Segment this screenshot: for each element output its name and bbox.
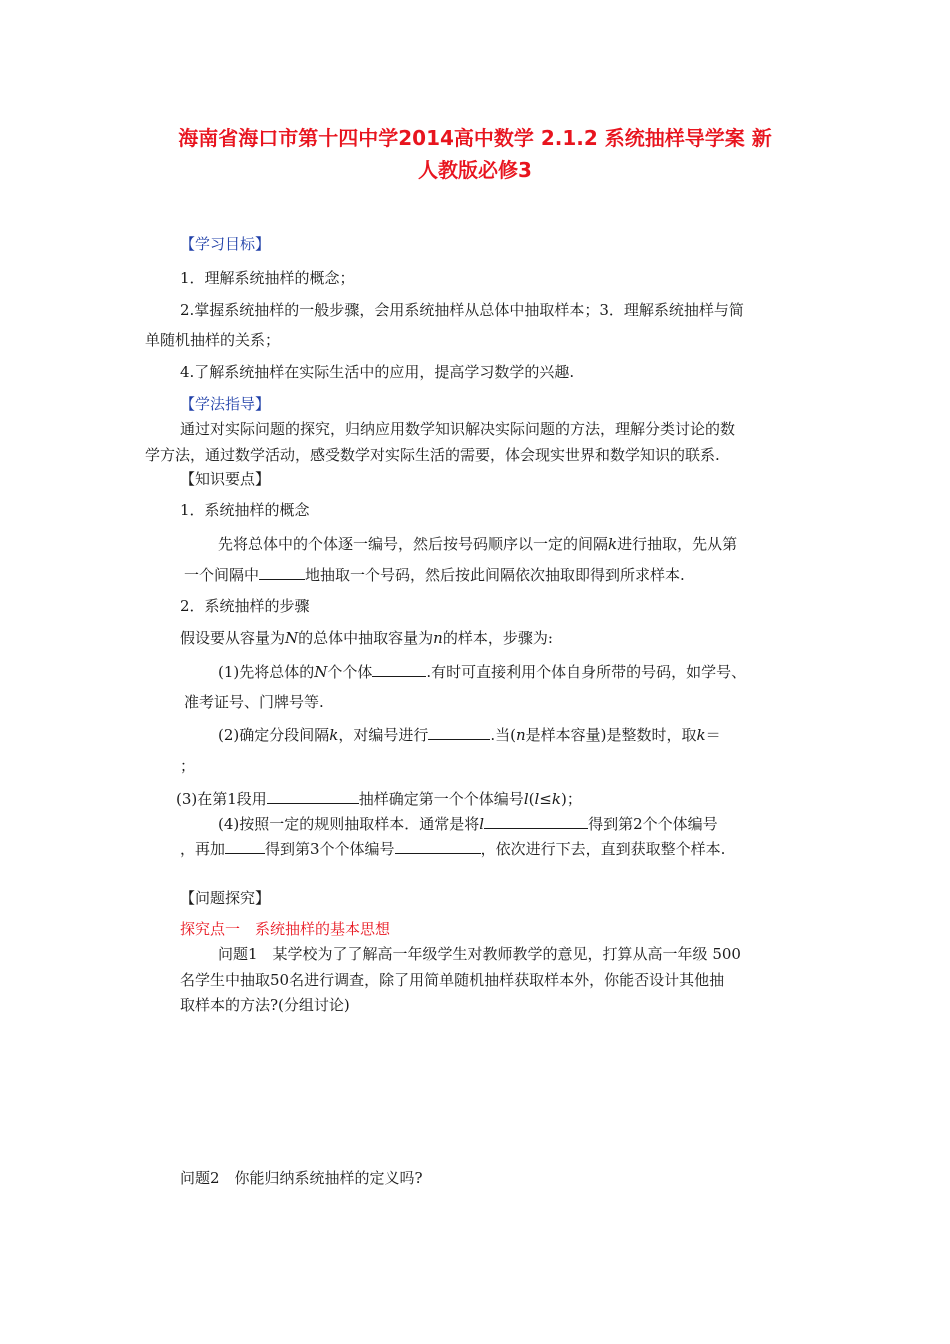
explore-point-1: 探究点一 系统抽样的基本思想 <box>180 920 391 938</box>
concept-line-2: 一个间隔中 地抽取一个号码，然后按此间隔依次抽取即得到所求样本. <box>184 566 685 584</box>
title-line-1: 海南省海口市第十四中学2014高中数学 2.1.2 系统抽样导学案 新 <box>178 126 772 150</box>
step-3: (3)在第1段用 抽样确定第一个个体编号l(l≤k)； <box>176 790 582 808</box>
concept-line-1: 先将总体中的个体逐一编号，然后按号码顺序以一定的间隔k进行抽取，先从第 <box>218 535 738 553</box>
fill-blank[interactable] <box>225 838 265 854</box>
fill-blank[interactable] <box>259 564 305 580</box>
goal-item-4: 4.了解系统抽样在实际生活中的应用，提高学习数学的兴趣. <box>180 363 575 381</box>
knowledge-section-2-title: 2．系统抽样的步骤 <box>180 597 310 615</box>
step-2-line-2: ； <box>180 757 196 775</box>
title-line-2: 人教版必修3 <box>418 158 532 182</box>
method-heading: 【学法指导】 <box>180 395 271 413</box>
method-paragraph-line-2: 学方法，通过数学活动，感受数学对实际生活的需要，体会现实世界和数学知识的联系. <box>145 446 720 464</box>
explore-heading: 【问题探究】 <box>180 889 271 907</box>
step-1-line-1: (1)先将总体的N个个体 .有时可直接利用个体自身所带的号码，如学号、 <box>218 663 747 681</box>
goals-heading: 【学习目标】 <box>180 235 271 253</box>
step-1-line-2: 准考证号、门牌号等. <box>184 693 324 711</box>
question-2: 问题2 你能归纳系统抽样的定义吗? <box>180 1169 423 1187</box>
goal-item-2-line-1: 2.掌握系统抽样的一般步骤，会用系统抽样从总体中抽取样本；3．理解系统抽样与简 <box>180 301 744 319</box>
step-4-line-1: (4)按照一定的规则抽取样本．通常是将l 得到第2个个体编号 <box>218 815 718 833</box>
question-1-line-2: 名学生中抽取50名进行调查，除了用简单随机抽样获取样本外，你能否设计其他抽 <box>180 971 725 989</box>
fill-blank[interactable] <box>484 813 588 829</box>
knowledge-heading: 【知识要点】 <box>180 470 271 488</box>
fill-blank[interactable] <box>395 838 481 854</box>
goal-item-2-line-2: 单随机抽样的关系； <box>145 331 281 349</box>
step-2-line-1: (2)确定分段间隔k，对编号进行 .当(n是样本容量)是整数时，取k＝ <box>218 726 721 744</box>
steps-intro: 假设要从容量为N的总体中抽取容量为n的样本，步骤为: <box>180 629 553 647</box>
knowledge-section-1-title: 1．系统抽样的概念 <box>180 501 310 519</box>
fill-blank[interactable] <box>372 661 426 677</box>
question-1-line-1: 问题1 某学校为了了解高一年级学生对教师教学的意见，打算从高一年级 500 <box>218 945 741 963</box>
method-paragraph-line-1: 通过对实际问题的探究，归纳应用数学知识解决实际问题的方法，理解分类讨论的数 <box>180 420 736 438</box>
fill-blank[interactable] <box>428 724 490 740</box>
fill-blank[interactable] <box>267 788 359 804</box>
step-4-line-2: ，再加 得到第3个个体编号 ，依次进行下去，直到获取整个样本. <box>180 840 726 858</box>
goal-item-1: 1．理解系统抽样的概念； <box>180 269 355 287</box>
question-1-line-3: 取样本的方法?(分组讨论) <box>180 996 350 1014</box>
